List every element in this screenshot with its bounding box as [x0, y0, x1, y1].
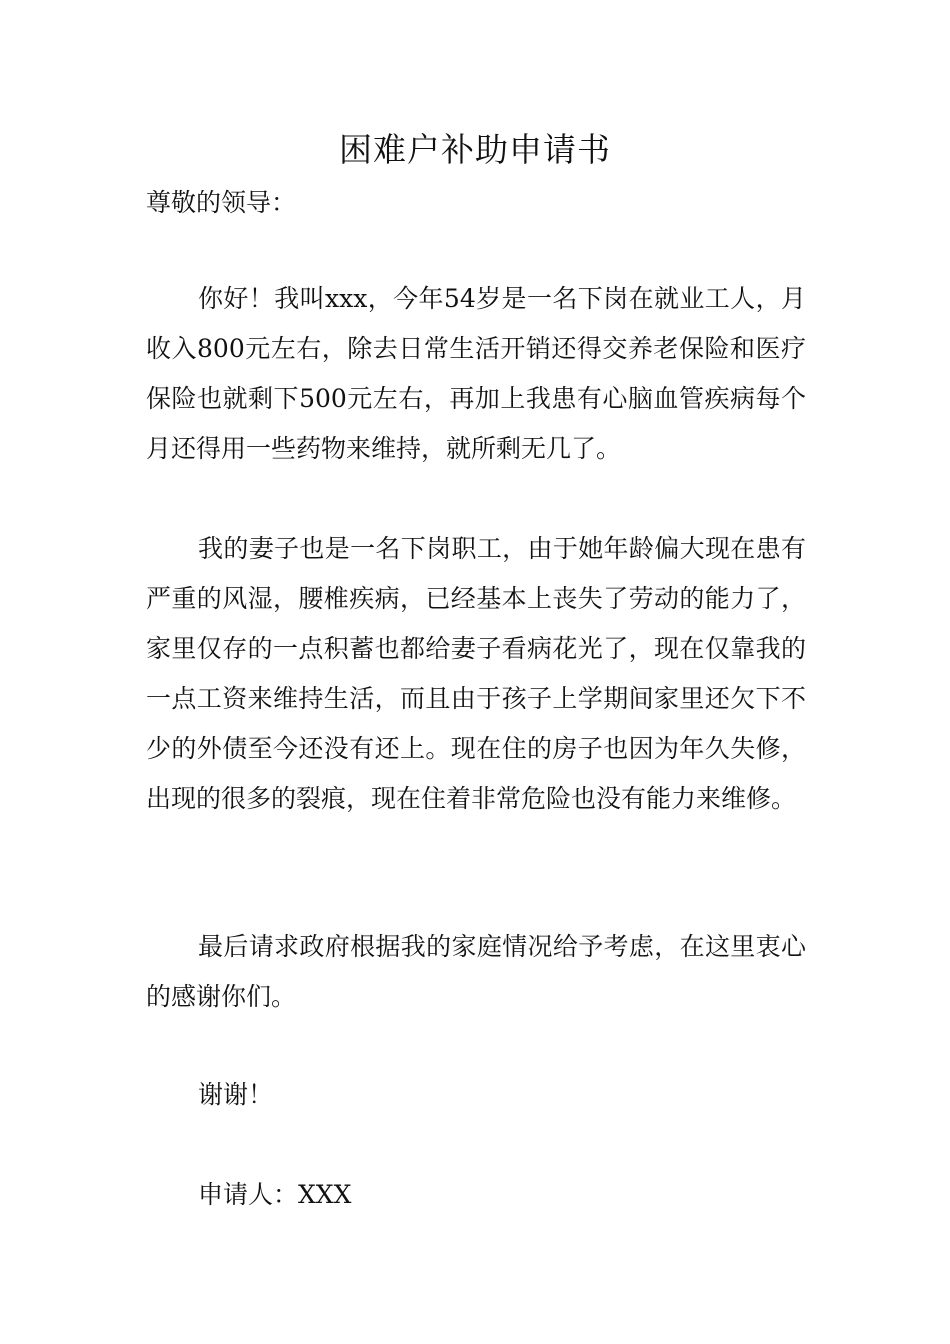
closing-thanks: 谢谢！	[198, 1080, 274, 1109]
applicant-signature: 申请人：XXX	[198, 1180, 352, 1209]
document-title: 困难户补助申请书	[339, 130, 611, 169]
paragraph-request: 最后请求政府根据我的家庭情况给予考虑，在这里衷心的感谢你们。	[146, 932, 806, 1011]
salutation: 尊敬的领导：	[146, 188, 297, 217]
paragraph-income: 你好！我叫xxx，今年54岁是一名下岗在就业工人，月收入800元左右，除去日常生活开销还得交养老保险和医疗保险也就剩下500元左右，再加上我患有心脑血管疾病每个月还得用一些药物来维持，就所剩无几了。	[146, 284, 806, 463]
paragraph-family: 我的妻子也是一名下岗职工，由于她年龄偏大现在患有严重的风湿，腰椎疾病，已经基本上丧失了劳动的能力了，家里仅存的一点积蓄也都给妻子看病花光了，现在仅靠我的一点工资来维持生活，而且由于孩子上学期间家里还欠下不少的外债至今还没有还上。现在住的房子也因为年久失修，出现的很多的裂痕，现在住着非常危险也没有能力来维修。	[146, 534, 806, 813]
